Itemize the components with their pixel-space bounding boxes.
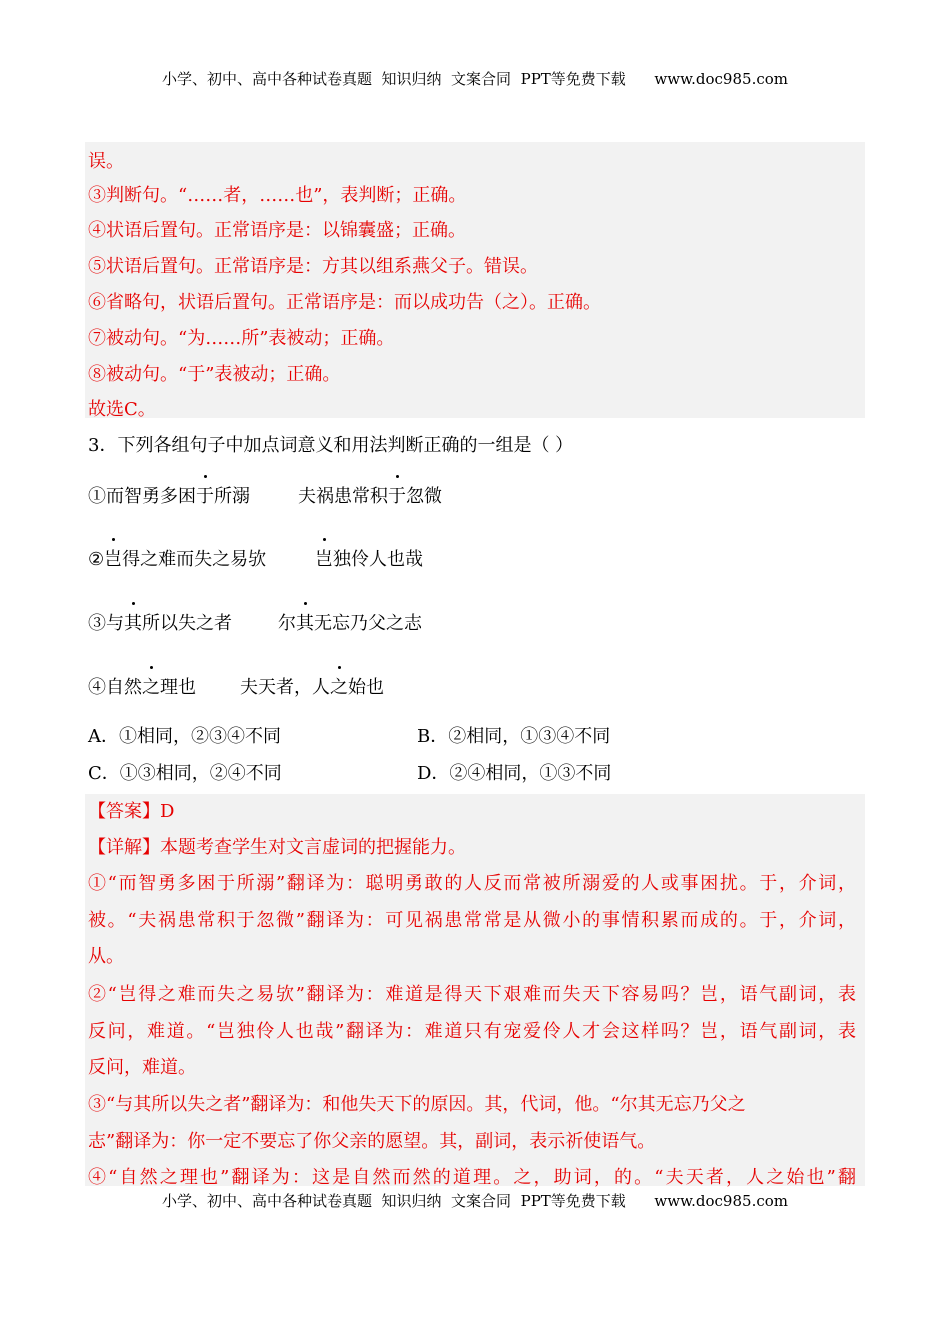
detail-line: 从。 (88, 946, 124, 967)
dotted-word: 之 (142, 673, 160, 699)
explanation-line: ⑤状语后置句。正常语序是：方其以组系燕父子。错误。 (88, 256, 538, 277)
sentence-b: 岂独伶人也哉 (315, 545, 423, 571)
option-c[interactable]: C．①③相同，②④不同 (88, 763, 282, 784)
detail-line: ②“岂得之难而失之易欤”翻译为：难道是得天下艰难而失天下容易吗？岂，语气副词，表 (88, 984, 856, 1005)
dotted-word: 之 (330, 673, 348, 699)
detail-line: 志”翻译为：你一定不要忘了你父亲的愿望。其，副词，表示祈使语气。 (88, 1131, 656, 1152)
detail-line: 被。“夫祸患常积于忽微”翻译为：可见祸患常常是从微小的事情积累而成的。于，介词， (88, 910, 856, 931)
sentence-a: ③与其所以失之者 (88, 609, 232, 635)
dotted-word: 岂 (315, 545, 333, 571)
detail-line: ①“而智勇多困于所溺”翻译为：聪明勇敢的人反而常被所溺爱的人或事困扰。于，介词， (88, 873, 856, 894)
option-d[interactable]: D．②④相同，①③不同 (417, 763, 612, 784)
explanation-line: ④状语后置句。正常语序是：以锦囊盛；正确。 (88, 220, 466, 241)
sentence-a: ①而智勇多困于所溺 (88, 482, 250, 508)
answer-label: 【答案】D (88, 801, 175, 822)
sentence-a: ④自然之理也 (88, 673, 196, 699)
sentence-b: 夫祸患常积于忽微 (298, 482, 442, 508)
page-header: 小学、初中、高中各种试卷真题 知识归纳 文案合同 PPT等免费下载 www.doc985.com (161, 70, 788, 88)
dotted-word: 于 (196, 482, 214, 508)
explanation-line: ⑦被动句。“为……所”表被动；正确。 (88, 328, 395, 349)
explanation-line: 误。 (88, 151, 124, 172)
option-b[interactable]: B．②相同，①③④不同 (417, 726, 611, 747)
explanation-line: ③判断句。“……者，……也”，表判断；正确。 (88, 185, 467, 206)
page-footer: 小学、初中、高中各种试卷真题 知识归纳 文案合同 PPT等免费下载 www.doc985.com (161, 1192, 788, 1210)
sentence-b: 尔其无忘乃父之志 (278, 609, 422, 635)
detail-line: 【详解】本题考查学生对文言虚词的把握能力。 (88, 837, 466, 858)
sentence-b: 夫天者，人之始也 (240, 673, 384, 699)
explanation-line: ⑥省略句，状语后置句。正常语序是：而以成功告（之）。正确。 (88, 292, 601, 313)
dotted-word: 其 (124, 609, 142, 635)
explanation-line: 故选C。 (88, 399, 156, 420)
question-stem: 3．下列各组句子中加点词意义和用法判断正确的一组是（ ） (88, 435, 574, 456)
dotted-word: 于 (388, 482, 406, 508)
dotted-word: 其 (296, 609, 314, 635)
detail-line: 反问，难道。 (88, 1057, 196, 1078)
explanation-line: ⑧被动句。“于”表被动；正确。 (88, 364, 341, 385)
dotted-word: 岂 (104, 545, 122, 571)
detail-line: 反问，难道。“岂独伶人也哉”翻译为：难道只有宠爱伶人才会这样吗？岂，语气副词，表 (88, 1021, 856, 1042)
option-a[interactable]: A．①相同，②③④不同 (88, 726, 281, 747)
detail-line: ③“与其所以失之者”翻译为：和他失天下的原因。其，代词，他。“尔其无忘乃父之 (88, 1094, 746, 1115)
sentence-a: ②岂得之难而失之易欤 (88, 545, 266, 571)
detail-line: ④“自然之理也”翻译为：这是自然而然的道理。之，助词，的。“夫天者，人之始也”翻 (88, 1167, 856, 1188)
